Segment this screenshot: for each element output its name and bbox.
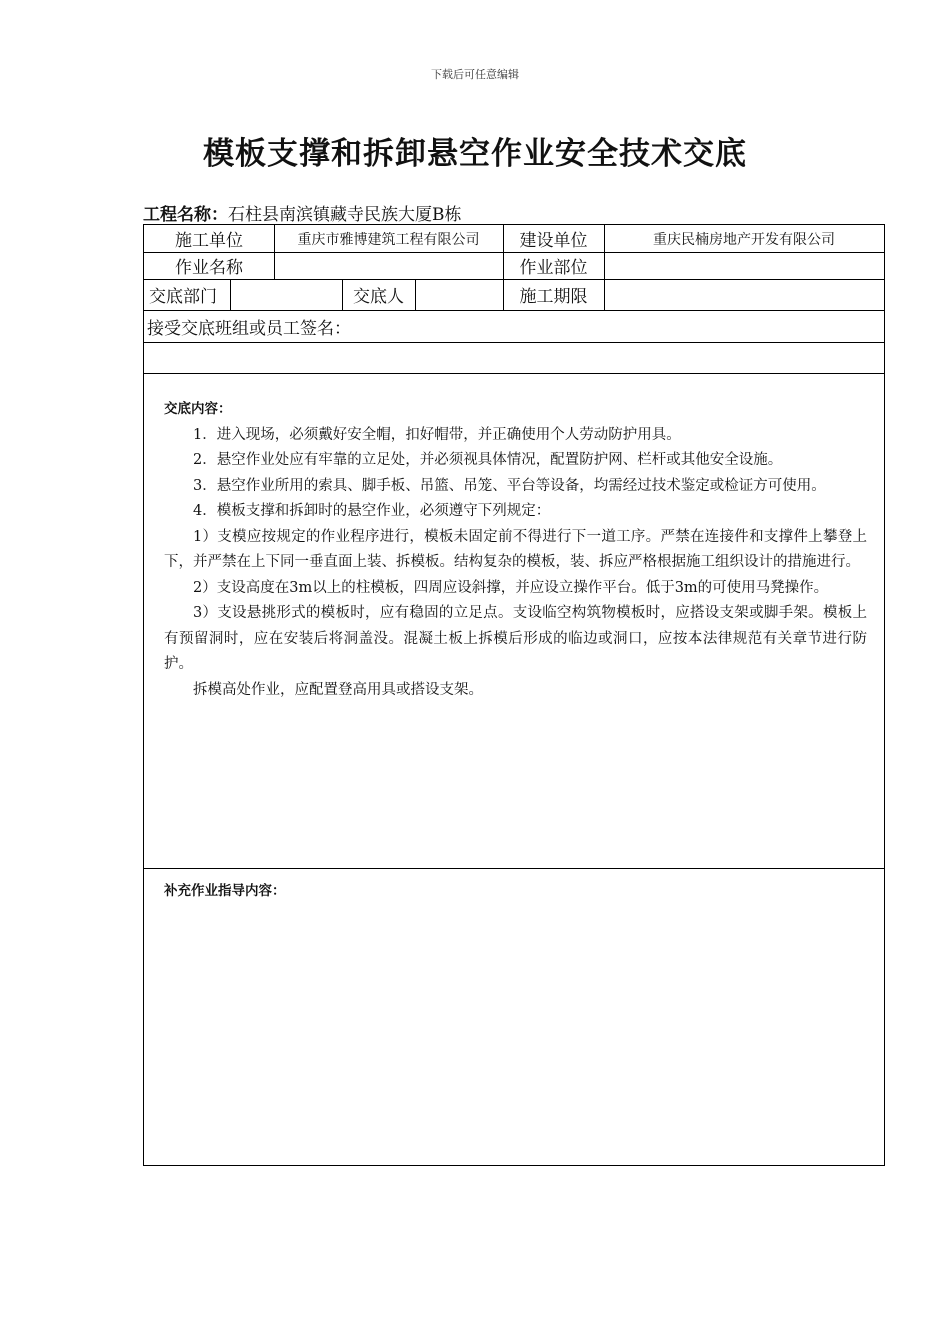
discloser-value[interactable] xyxy=(415,279,503,310)
work-name-label: 作业名称 xyxy=(175,258,243,278)
row-divider xyxy=(144,868,884,869)
document-title: 模板支撑和拆卸悬空作业安全技术交底 xyxy=(203,136,747,172)
work-name-value[interactable] xyxy=(274,252,503,279)
signature-label: 接受交底班组或员工签名： xyxy=(147,318,351,339)
header-note: 下载后可任意编辑 xyxy=(431,68,519,81)
disclosure-form-table xyxy=(143,224,885,1166)
content-paragraph: 2．悬空作业处应有牢靠的立足处，并必须视具体情况，配置防护网、栏杆或其他安全设施。 xyxy=(193,452,783,468)
disclosure-dept-label: 交底部门 xyxy=(149,287,217,307)
work-location-label: 作业部位 xyxy=(519,258,588,278)
discloser-label: 交底人 xyxy=(353,287,404,307)
builder-label: 建设单位 xyxy=(519,231,588,251)
project-name-value: 石柱县南滨镇藏寺民族大厦B栋 xyxy=(228,205,462,225)
builder-value: 重庆民楠房地产开发有限公司 xyxy=(653,231,835,248)
period-label: 施工期限 xyxy=(519,287,588,307)
content-paragraph: 3）支设悬挑形式的模板时，应有稳固的立足点。支设临空构筑物模板时，应搭设支架或脚手架。模板上有预留洞时，应在安装后将洞盖没。混凝土板上拆模后形成的临边或洞口，应按本法律规范有关章节进行防护。 xyxy=(164,605,867,672)
construction-unit-label: 施工单位 xyxy=(175,231,243,251)
row-divider xyxy=(144,373,884,374)
work-location-value[interactable] xyxy=(604,252,884,279)
content-paragraph: 4．模板支撑和拆卸时的悬空作业，必须遵守下列规定： xyxy=(193,503,551,519)
construction-unit-value: 重庆市雅博建筑工程有限公司 xyxy=(297,231,480,248)
period-value[interactable] xyxy=(604,279,884,310)
project-name-label: 工程名称： xyxy=(143,205,228,225)
content-title: 交底内容： xyxy=(164,401,232,417)
content-paragraph: 3．悬空作业所用的索具、脚手板、吊篮、吊笼、平台等设备，均需经过技术鉴定或检证方可使用。 xyxy=(193,477,826,494)
content-paragraph: 1．进入现场，必须戴好安全帽，扣好帽带，并正确使用个人劳动防护用具。 xyxy=(193,426,681,443)
content-paragraph: 2）支设高度在3m以上的柱模板，四周应设斜撑，并应设立操作平台。低于3m的可使用马凳操作。 xyxy=(193,579,829,596)
supplement-content-area[interactable] xyxy=(164,905,864,1155)
disclosure-content xyxy=(164,397,867,703)
content-paragraph: 拆模高处作业，应配置登高用具或搭设支架。 xyxy=(193,681,483,698)
supplement-title: 补充作业指导内容： xyxy=(164,883,286,899)
disclosure-dept-value[interactable] xyxy=(230,279,342,310)
project-line xyxy=(143,200,462,225)
content-paragraph: 1）支模应按规定的作业程序进行，模板未固定前不得进行下一道工序。严禁在连接件和支撑件上攀登上下，并严禁在上下同一垂直面上装、拆模板。结构复杂的模板，装、拆应严格根据施工组织设计的措施进行。 xyxy=(164,528,867,570)
signature-area[interactable] xyxy=(147,342,877,373)
